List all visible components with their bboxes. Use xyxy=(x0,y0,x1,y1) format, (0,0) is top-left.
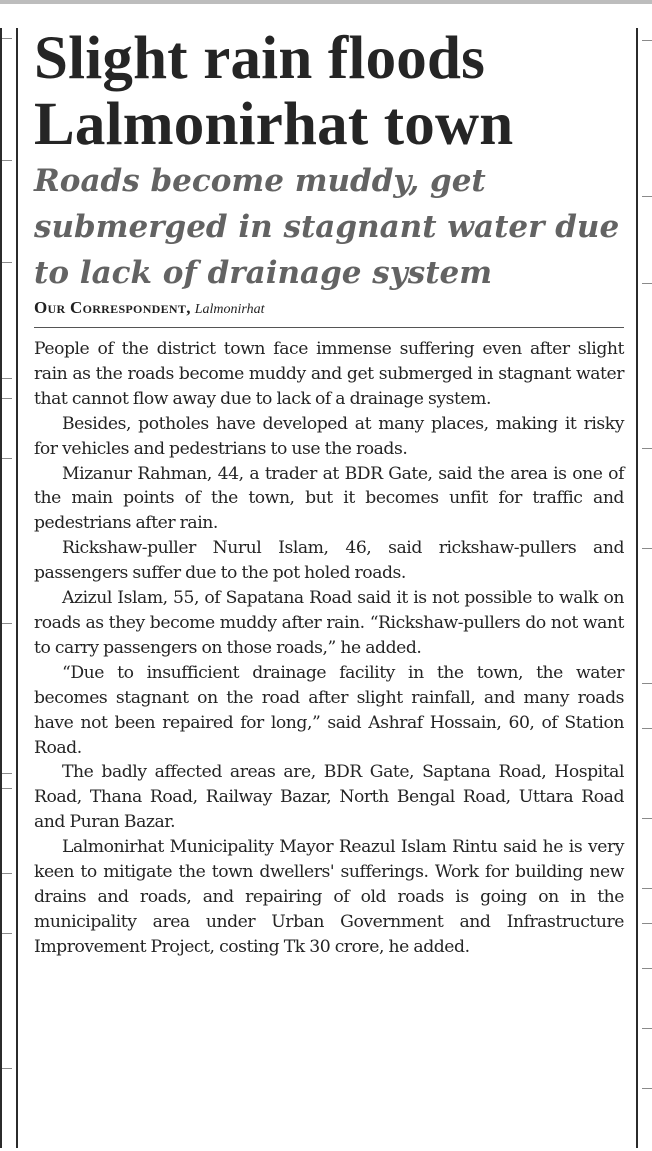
article-body xyxy=(34,337,624,960)
byline-divider xyxy=(34,327,624,328)
paragraph: “Due to insufficient drainage facility in the town, the water becomes stagnant on the road after slight rainfall, and many roads have not been repaired for long,” said Ashraf Hossain, 60, of Station Road. xyxy=(34,662,624,758)
paragraph: Mizanur Rahman, 44, a trader at BDR Gate, said the area is one of the main points of the town, but it becomes unfit for traffic and pedestrians after rain. xyxy=(34,463,624,534)
byline xyxy=(34,297,624,321)
byline-location: Lalmonirhat xyxy=(194,302,265,317)
paragraph: Azizul Islam, 55, of Sapatana Road said it is not possible to walk on roads as they become muddy after rain. “Rickshaw-pullers do not want to carry passengers on those roads,” he added. xyxy=(34,588,624,658)
news-article xyxy=(34,26,624,960)
paragraph: Rickshaw-puller Nurul Islam, 46, said rickshaw-pullers and passengers suffer due to the pot holed roads. xyxy=(34,538,624,584)
top-rule xyxy=(0,0,652,4)
headline: Slight rain floods Lalmonirhat town xyxy=(34,25,514,158)
paragraph: Besides, potholes have developed at many places, making it risky for vehicles and pedestrians to use the roads. xyxy=(34,413,624,459)
paragraph: Lalmonirhat Municipality Mayor Reazul Islam Rintu said he is very keen to mitigate the town dwellers' sufferings. Work for building new drains and roads, and repairing of old roads is going on in the municipality area under Urban Government and Infrastructure Improvement Project, costing Tk 30 crore, he added. xyxy=(34,837,624,957)
article-left-border xyxy=(16,28,18,1148)
paragraph: The badly affected areas are, BDR Gate, Saptana Road, Hospital Road, Thana Road, Railway Bazar, North Bengal Road, Uttara Road and Puran Bazar. xyxy=(34,762,624,833)
paragraph: People of the district town face immense suffering even after slight rain as the roads become muddy and get submerged in stagnant water that cannot flow away due to lack of a drainage system. xyxy=(34,339,624,409)
left-gutter xyxy=(2,28,16,1148)
subheadline: Roads become muddy, get submerged in stagnant water due to lack of drainage system xyxy=(34,163,620,291)
right-gutter xyxy=(638,28,652,1148)
byline-author: Our Correspondent, xyxy=(34,298,191,317)
